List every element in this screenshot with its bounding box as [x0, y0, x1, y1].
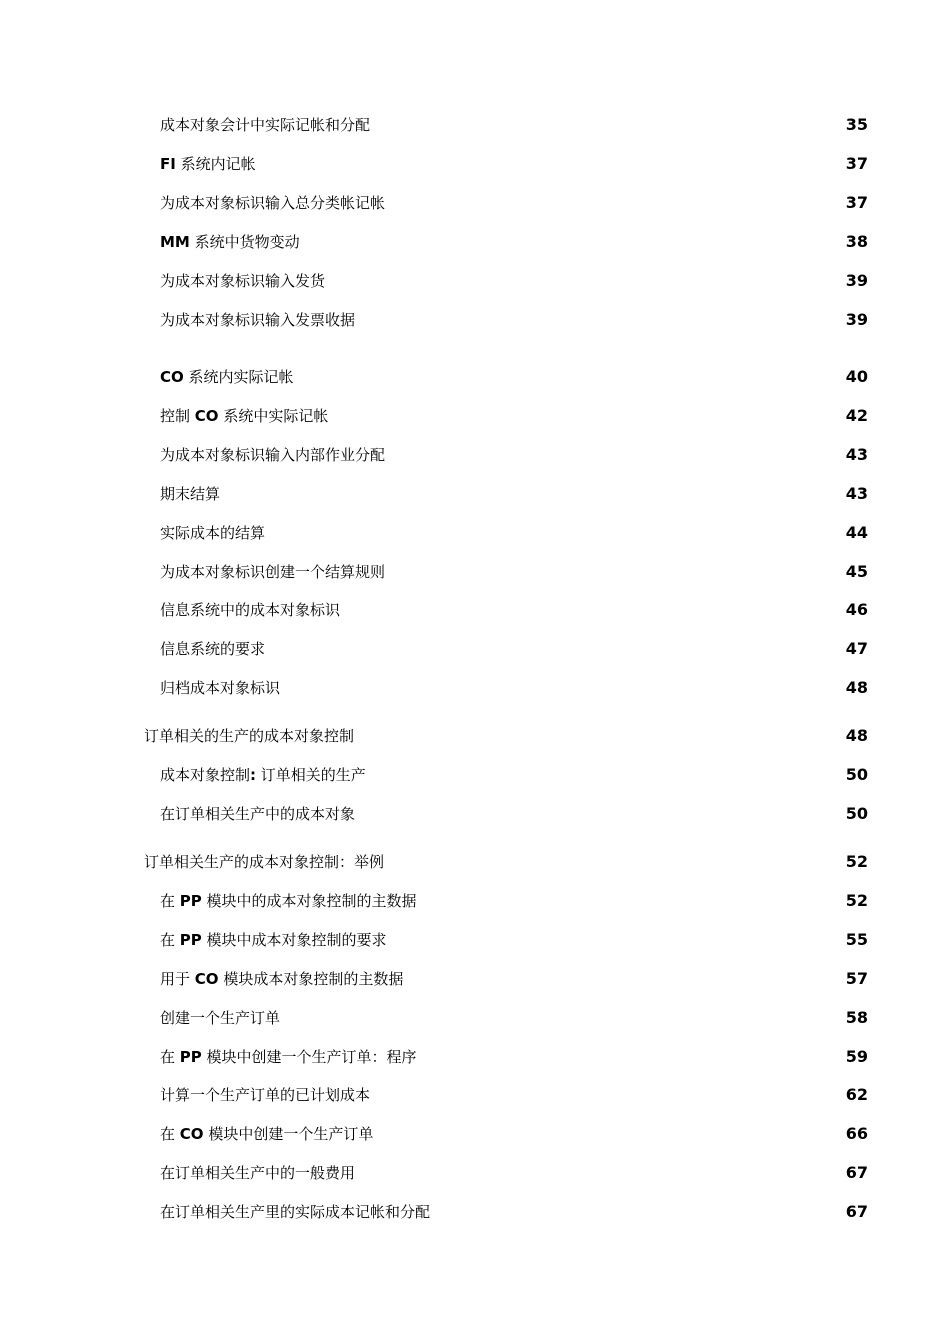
toc-entry[interactable] — [0, 404, 950, 428]
toc-entry-page-number: 37 — [845, 154, 868, 173]
toc-entry-title-part: 在订单相关生产中的一般费用 — [160, 1164, 356, 1182]
toc-entry-title — [160, 152, 256, 176]
toc-entry[interactable] — [0, 598, 950, 622]
toc-entry-title-part: 成本对象控制 — [160, 766, 251, 784]
toc-entry-title-part: FI — [160, 155, 176, 173]
toc-entry-title-part: 控制 — [160, 407, 195, 425]
toc-entry-title-part: CO — [160, 368, 184, 386]
toc-entry-page-number: 67 — [845, 1163, 868, 1182]
toc-entry-page-number: 57 — [845, 969, 868, 988]
toc-entry-page-number: 50 — [845, 765, 868, 784]
toc-entry[interactable] — [0, 365, 950, 389]
toc-entry-title-part: 订单相关生产的成本对象控制：举例 — [144, 853, 385, 871]
toc-entry-page-number: 42 — [845, 406, 868, 425]
toc-entry[interactable] — [0, 967, 950, 991]
toc-entry-title — [144, 724, 354, 748]
toc-entry[interactable] — [0, 1045, 950, 1069]
toc-entry-title-part: 系统内实际记帐 — [183, 368, 294, 386]
toc-entry[interactable] — [0, 802, 950, 826]
toc-entry-title — [160, 113, 370, 137]
toc-entry[interactable] — [0, 1006, 950, 1030]
toc-entry-title-part: MM — [160, 233, 190, 251]
toc-entry-title-part: 在 — [160, 1125, 180, 1143]
toc-entry-title-part: 信息系统中的成本对象标识 — [160, 601, 341, 619]
toc-entry-title — [160, 308, 355, 332]
toc-entry-title — [160, 1200, 430, 1224]
toc-entry[interactable] — [0, 152, 950, 176]
toc-entry-page-number: 67 — [845, 1202, 868, 1221]
toc-entry[interactable] — [0, 560, 950, 584]
toc-entry-title-part: 为成本对象标识创建一个结算规则 — [160, 563, 386, 581]
toc-entry-title-part: 创建一个生产订单 — [160, 1009, 281, 1027]
toc-entry-title-part: 系统内记帐 — [175, 155, 256, 173]
toc-entry[interactable] — [0, 724, 950, 748]
toc-entry[interactable] — [0, 191, 950, 215]
toc-entry-title-part: PP — [179, 1048, 202, 1066]
toc-entry-title-part: 归档成本对象标识 — [160, 679, 281, 697]
toc-entry-title-part: 为成本对象标识输入发票收据 — [160, 311, 356, 329]
toc-entry-page-number: 46 — [845, 600, 868, 619]
toc-entry-title-part: 订单相关的生产 — [256, 766, 366, 784]
toc-entry-page-number: 39 — [845, 271, 868, 290]
toc-entry-title-part: 在 — [160, 931, 180, 949]
toc-entry-title — [160, 1122, 373, 1146]
toc-entry[interactable] — [0, 1122, 950, 1146]
toc-entry-title-part: 成本对象会计中实际记帐和分配 — [160, 116, 371, 134]
toc-entry-page-number: 50 — [845, 804, 868, 823]
toc-entry-title-part: 模块中成本对象控制的要求 — [201, 931, 387, 949]
toc-entry-page-number: 58 — [845, 1008, 868, 1027]
toc-entry-page-number: 66 — [845, 1124, 868, 1143]
toc-entry-title-part: 实际成本的结算 — [160, 524, 266, 542]
toc-entry-page-number: 40 — [845, 367, 868, 386]
toc-entry-title — [160, 1045, 417, 1069]
toc-entry-title-part: : — [250, 766, 257, 784]
toc-entry-title — [160, 802, 355, 826]
toc-entry-title — [160, 365, 294, 389]
toc-entry-page-number: 35 — [845, 115, 868, 134]
toc-entry-title-part: 用于 — [160, 970, 195, 988]
toc-entry-title — [160, 482, 220, 506]
toc-entry[interactable] — [0, 637, 950, 661]
toc-entry-title — [160, 521, 265, 545]
toc-entry-page-number: 48 — [845, 678, 868, 697]
toc-entry-title-part: 模块中的成本对象控制的主数据 — [201, 892, 417, 910]
toc-entry-page-number: 47 — [845, 639, 868, 658]
toc-entry-title-part: 系统中货物变动 — [189, 233, 300, 251]
toc-entry-title — [144, 850, 384, 874]
toc-entry[interactable] — [0, 521, 950, 545]
toc-entry-page-number: 52 — [845, 891, 868, 910]
toc-entry[interactable] — [0, 1083, 950, 1107]
toc-entry-title — [160, 928, 387, 952]
toc-entry[interactable] — [0, 850, 950, 874]
toc-entry-title-part: 系统中实际记帐 — [218, 407, 329, 425]
toc-entry[interactable] — [0, 269, 950, 293]
toc-entry-title-part: PP — [179, 931, 202, 949]
toc-entry[interactable] — [0, 443, 950, 467]
toc-entry-title — [160, 560, 385, 584]
toc-entry-title — [160, 191, 385, 215]
toc-entry-title-part: 为成本对象标识输入发货 — [160, 272, 326, 290]
toc-entry-title — [160, 1006, 280, 1030]
toc-entry-title — [160, 967, 403, 991]
toc-entry-title-part: 订单相关的生产的成本对象控制 — [144, 727, 355, 745]
toc-entry-title — [160, 676, 280, 700]
toc-entry-page-number: 43 — [845, 445, 868, 464]
toc-entry-title — [160, 637, 265, 661]
toc-entry-title-part: 为成本对象标识输入总分类帐记帐 — [160, 194, 386, 212]
toc-entry-title-part: 在订单相关生产里的实际成本记帐和分配 — [160, 1203, 431, 1221]
toc-entry-page-number: 59 — [845, 1047, 868, 1066]
toc-entry-page-number: 55 — [845, 930, 868, 949]
toc-entry-page-number: 39 — [845, 310, 868, 329]
toc-entry-page-number: 52 — [845, 852, 868, 871]
toc-entry-title-part: 信息系统的要求 — [160, 640, 266, 658]
toc-entry-title — [160, 889, 417, 913]
toc-entry-title-part: CO — [179, 1125, 204, 1143]
toc-entry-title-part: 模块成本对象控制的主数据 — [218, 970, 404, 988]
toc-entry-title — [160, 598, 340, 622]
toc-entry-page-number: 48 — [845, 726, 868, 745]
toc-entry-title-part: CO — [194, 970, 219, 988]
toc-entry-page-number: 43 — [845, 484, 868, 503]
toc-entry-title-part: 在订单相关生产中的成本对象 — [160, 805, 356, 823]
toc-entry-title-part: 模块中创建一个生产订单 — [203, 1125, 374, 1143]
toc-entry[interactable] — [0, 230, 950, 254]
toc-entry-title — [160, 1161, 355, 1185]
toc-entry[interactable] — [0, 928, 950, 952]
toc-entry-title-part: 在 — [160, 892, 180, 910]
toc-entry[interactable] — [0, 889, 950, 913]
toc-entry-title-part: CO — [194, 407, 219, 425]
toc-entry-title-part: 期末结算 — [160, 485, 221, 503]
toc-entry[interactable] — [0, 763, 950, 787]
toc-entry-title — [160, 763, 366, 787]
toc-entry-title-part: 模块中创建一个生产订单：程序 — [201, 1048, 417, 1066]
toc-entry-title — [160, 1083, 370, 1107]
toc-entry-title — [160, 404, 328, 428]
toc-entry-page-number: 45 — [845, 562, 868, 581]
toc-entry[interactable] — [0, 308, 950, 332]
toc-entry[interactable] — [0, 1161, 950, 1185]
toc-entry-page-number: 38 — [845, 232, 868, 251]
toc-entry-title — [160, 443, 385, 467]
toc-entry[interactable] — [0, 482, 950, 506]
toc-entry[interactable] — [0, 1200, 950, 1224]
toc-entry-title-part: 计算一个生产订单的已计划成本 — [160, 1086, 371, 1104]
toc-entry[interactable] — [0, 676, 950, 700]
toc-entry-title-part: PP — [179, 892, 202, 910]
toc-entry-title-part: 为成本对象标识输入内部作业分配 — [160, 446, 386, 464]
toc-entry-page-number: 44 — [845, 523, 868, 542]
toc-entry-title — [160, 230, 300, 254]
toc-entry-page-number: 37 — [845, 193, 868, 212]
toc-entry[interactable] — [0, 113, 950, 137]
toc-entry-title — [160, 269, 325, 293]
toc-entry-page-number: 62 — [845, 1085, 868, 1104]
toc-entry-title-part: 在 — [160, 1048, 180, 1066]
